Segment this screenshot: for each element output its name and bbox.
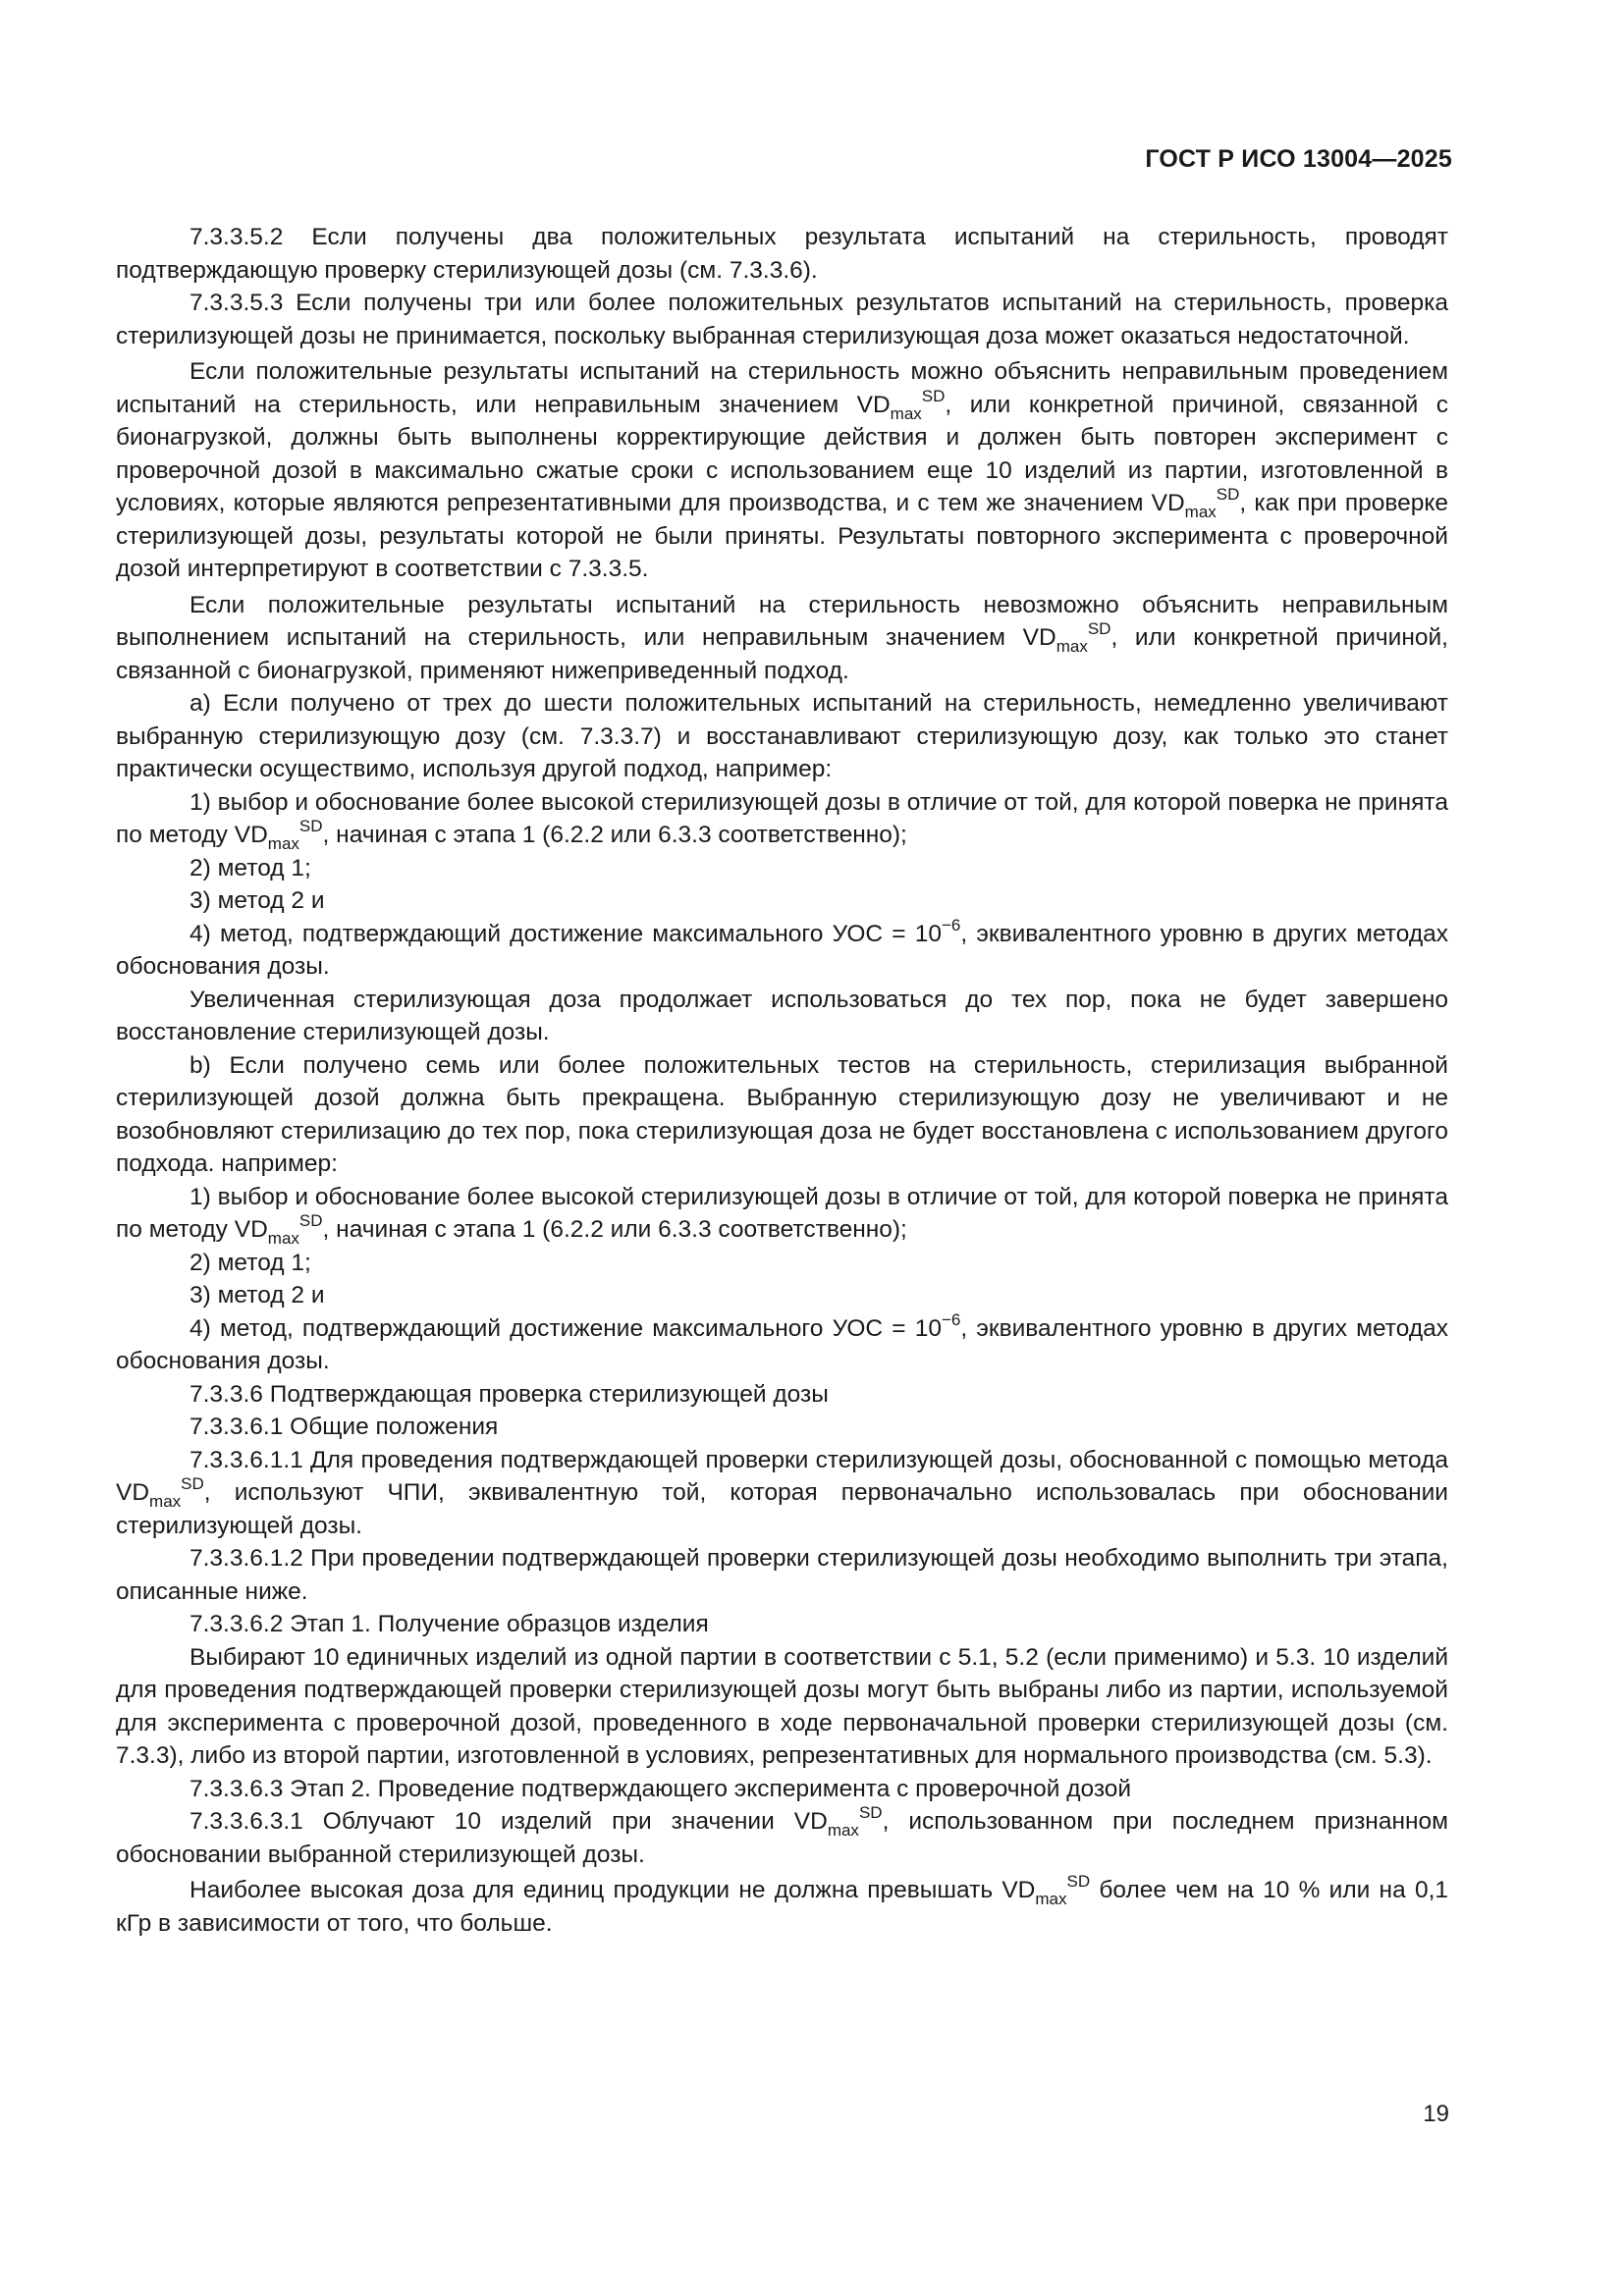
section-heading-7-3-3-6-1: 7.3.3.6.1 Общие положения	[189, 1414, 499, 1440]
paragraph-max-dose: Наиболее высокая доза для единиц продукции не должна превышать $VD_{max}^{SD}$ более чем на 10 % или на 0,1 кГр в зависимости от того, что больше.	[116, 1872, 1449, 1937]
list-item-b-3: 3) метод 2 и	[189, 1282, 325, 1308]
vd-max-sd-symbol: $VD_{max}^{SD}$	[1001, 1872, 1091, 1908]
list-item-a-1: 1) выбор и обоснование более высокой стерилизующей дозы в отличие от той, для которой поверка не принята по методу $VD_{max}^{SD}$, начиная с этапа 1 (6.2.2 или 6.3.3 соответственно);	[116, 788, 1448, 853]
list-item-a-4: 4) метод, подтверждающий достижение максимального УОС = $10^{-6}$, эквивалентного уровню в других методах обоснования дозы.	[116, 915, 1448, 980]
list-item-b-4: 4) метод, подтверждающий достижение максимального УОС = $10^{-6}$, эквивалентного уровню в других методах обоснования дозы.	[116, 1309, 1448, 1374]
list-item-a-3: 3) метод 2 и	[189, 887, 325, 914]
paragraph-correction-explainable: Если положительные результаты испытаний на стерильность можно объяснить неправильным проведением испытаний на стерильность, или неправильным значением $VD_{max}^{SD}$, или конкретной причиной, связанной с бионагрузкой, должны быть выполнены корректирующие действия и должен быть повторен эксперимент с проверочной дозой в максимально сжатые сроки с использованием еще 10 изделий из партии, изготовленной в условиях, которые являются репрезентативными для производства, и с тем же значением $VD_{max}^{SD}$, как при проверке стерилизующей дозы, результаты которой не были приняты. Результаты повторного эксперимента с проверочной дозой интерпретируют в соответствии с 7.3.3.5.	[116, 358, 1448, 582]
paragraph-7-3-3-5-2: 7.3.3.5.2 Если получены два положительных результата испытаний на стерильность, проводят подтверждающую проверку стерилизующей дозы (см. 7.3.3.6).	[116, 224, 1448, 284]
list-item-a: а) Если получено от трех до шести положительных испытаний на стерильность, немедленно увеличивают выбранную стерилизующую дозу (см. 7.3.3.7) и восстанавливают стерилизующую дозу, как только это станет практически осуществимо, используя другой подход, например:	[116, 690, 1448, 782]
vd-max-sd-symbol: $VD_{max}^{SD}$	[234, 817, 323, 853]
paragraph-increased-dose: Увеличенная стерилизующая доза продолжает использоваться до тех пор, пока не будет завершено восстановление стерилизующей дозы.	[116, 986, 1448, 1045]
list-item-b-1: 1) выбор и обоснование более высокой стерилизующей дозы в отличие от той, для которой поверка не принята по методу $VD_{max}^{SD}$, начиная с этапа 1 (6.2.2 или 6.3.3 соответственно);	[116, 1183, 1448, 1248]
vd-max-sd-symbol: $VD_{max}^{SD}$	[234, 1211, 323, 1248]
paragraph-7-3-3-6-3-1: 7.3.3.6.3.1 Облучают 10 изделий при значении $VD_{max}^{SD}$, использованном при последнем признанном обосновании выбранной стерилизующей дозы.	[116, 1803, 1448, 1868]
vd-max-sd-symbol: $VD_{max}^{SD}$	[856, 386, 946, 423]
document-body	[116, 221, 1448, 1940]
list-item-b: b) Если получено семь или более положительных тестов на стерильность, стерилизация выбранной стерилизующей дозой должна быть прекращена. Выбранную стерилизующую дозу не увеличивают и не возобновляют стерилизацию до тех пор, пока стерилизующая доза не будет восстановлена с использованием другого подхода. например:	[116, 1051, 1448, 1177]
list-item-a-2: 2) метод 1;	[189, 854, 311, 881]
paragraph-7-3-3-6-1-1: 7.3.3.6.1.1 Для проведения подтверждающей проверки стерилизующей дозы, обоснованной с помощью метода $VD_{max}^{SD}$, используют ЧПИ, эквивалентную той, которая первоначально использовалась при обосновании стерилизующей дозы.	[116, 1446, 1448, 1539]
vd-max-sd-symbol: $VD_{max}^{SD}$	[1022, 619, 1111, 656]
section-heading-7-3-3-6-3: 7.3.3.6.3 Этап 2. Проведение подтверждающего эксперимента с проверочной дозой	[189, 1775, 1132, 1802]
standard-header: ГОСТ Р ИСО 13004—2025	[1145, 145, 1452, 173]
list-item-b-2: 2) метод 1;	[189, 1249, 311, 1276]
exponent-value: $10^{-6}$	[914, 915, 961, 947]
vd-max-sd-symbol: $VD_{max}^{SD}$	[116, 1474, 204, 1511]
vd-max-sd-symbol: $VD_{max}^{SD}$	[1151, 485, 1240, 521]
page-number: 19	[1423, 2101, 1449, 2127]
section-heading-7-3-3-6-2: 7.3.3.6.2 Этап 1. Получение образцов изделия	[189, 1611, 709, 1637]
vd-max-sd-symbol: $VD_{max}^{SD}$	[793, 1803, 883, 1840]
paragraph-not-explainable: Если положительные результаты испытаний на стерильность невозможно объяснить неправильным выполнением испытаний на стерильность, или неправильным значением $VD_{max}^{SD}$, или конкретной причиной, связанной с бионагрузкой, применяют нижеприведенный подход.	[116, 591, 1448, 684]
paragraph-7-3-3-5-3: 7.3.3.5.3 Если получены три или более положительных результатов испытаний на стерильность, проверка стерилизующей дозы не принимается, поскольку выбранная стерилизующая доза может оказаться недостаточной.	[116, 290, 1448, 349]
paragraph-sample-selection: Выбирают 10 единичных изделий из одной партии в соответствии с 5.1, 5.2 (если применимо) и 5.3. 10 изделий для проведения подтверждающей проверки стерилизующей дозы могут быть выбраны либо из партии, используемой для эксперимента с проверочной дозой, проведенного в ходе первоначальной проверки стерилизующей дозы (см. 7.3.3), либо из второй партии, изготовленной в условиях, репрезентативных для нормального производства (см. 5.3).	[116, 1643, 1448, 1769]
section-heading-7-3-3-6: 7.3.3.6 Подтверждающая проверка стерилизующей дозы	[189, 1380, 829, 1408]
exponent-value: $10^{-6}$	[914, 1309, 961, 1342]
paragraph-7-3-3-6-1-2: 7.3.3.6.1.2 При проведении подтверждающей проверки стерилизующей дозы необходимо выполнить три этапа, описанные ниже.	[116, 1545, 1448, 1605]
